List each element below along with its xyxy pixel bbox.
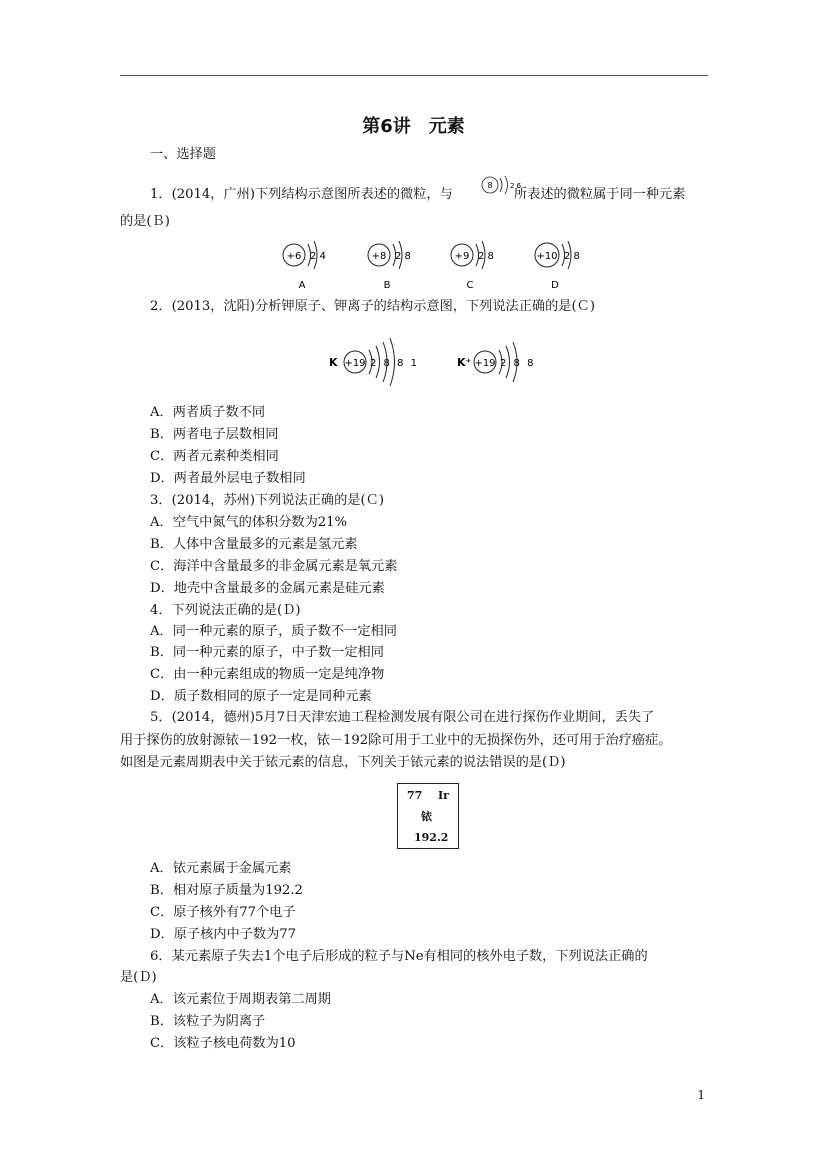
q4-option-c: C．由一种元素组成的物质一定是纯净物 <box>150 667 385 682</box>
q6-stem-line1: 6．某元素原子失去1个电子后形成的粒子与Ne有相同的核外电子数，下列说法正确的 <box>150 949 648 964</box>
q2-option-b: B．两者电子层数相同 <box>150 427 279 442</box>
page-title: 第6讲 元素 <box>362 116 465 137</box>
q1-stem-part2: 所表述的微粒属于同一种元素 <box>514 187 686 202</box>
page-number: 1 <box>697 1088 705 1102</box>
q1-diagram-c-shells: 2 8 <box>478 251 494 262</box>
q1-diagram-a-core: +6 <box>286 251 302 262</box>
q5-option-b: B．相对原子质量为192.2 <box>150 883 303 898</box>
q2-ion-diagram <box>457 342 535 382</box>
q4-stem: 4．下列说法正确的是(Ｄ) <box>150 603 301 618</box>
q4-option-b: B．同一种元素的原子，中子数一定相同 <box>150 645 384 660</box>
q1-diagram-a <box>283 241 326 291</box>
q1-diagram-b <box>368 241 411 291</box>
q1-ref-core: 8 <box>487 181 493 190</box>
q5-stem-line1: 5．(2014，德州)5月7日天津宏迪工程检测发展有限公司在进行探伤作业期间，丢失了 <box>150 710 655 725</box>
q1-diagram-c <box>451 241 494 291</box>
q2-stem: 2．(2013，沈阳)分析钾原子、钾离子的结构示意图，下列说法正确的是(Ｃ) <box>150 299 595 314</box>
q2-atom-core: +19 <box>344 358 366 369</box>
q1-ref-shells: 2 6 <box>510 182 522 190</box>
q2-option-c: C．两者元素种类相同 <box>150 449 279 464</box>
q2-option-d: D．两者最外层电子数相同 <box>150 471 306 486</box>
q4-option-a: A．同一种元素的原子，质子数不一定相同 <box>150 624 397 639</box>
q3-option-a: A．空气中氮气的体积分数为21% <box>150 515 348 530</box>
q2-atom-symbol: K <box>329 356 338 369</box>
q1-diagram-b-core: +8 <box>371 251 387 262</box>
q1-diagram-c-label: C <box>466 280 474 291</box>
q5-option-c: C．原子核外有77个电子 <box>150 905 296 920</box>
q5-stem-line3: 如图是元素周期表中关于铱元素的信息，下列关于铱元素的说法错误的是(Ｄ) <box>120 755 566 770</box>
q4-option-d: D．质子数相同的原子一定是同种元素 <box>150 689 372 704</box>
element-symbol: Ir <box>438 789 449 802</box>
q1-diagram-a-shells: 2 4 <box>310 251 326 262</box>
q2-diagrams <box>325 336 535 392</box>
element-card <box>397 783 459 849</box>
q1-diagram-d <box>535 241 580 291</box>
element-number: 77 <box>407 789 423 802</box>
q1-diagram-b-shells: 2 8 <box>395 251 411 262</box>
q2-ion-symbol: K⁺ <box>457 356 472 369</box>
q5-option-d: D．原子核内中子数为77 <box>150 927 297 942</box>
q6-option-c: C．该粒子核电荷数为10 <box>150 1036 296 1051</box>
element-mass: 192.2 <box>414 831 449 844</box>
q1-diagram-c-core: +9 <box>454 251 470 262</box>
q6-option-b: B．该粒子为阴离子 <box>150 1014 266 1029</box>
q1-stem-line2: 的是(Ｂ) <box>120 214 170 229</box>
q5-option-a: A．铱元素属于金属元素 <box>150 861 292 876</box>
q2-ion-core: +19 <box>474 358 496 369</box>
q5-stem-line2: 用于探伤的放射源铱－192一枚，铱－192除可用于工业中的无损探伤外，还可用于治疗癌症。 <box>120 733 672 748</box>
q3-option-b: B．人体中含量最多的元素是氢元素 <box>150 537 358 552</box>
q6-option-a: A．该元素位于周期表第二周期 <box>150 992 331 1007</box>
q2-atom-diagram <box>329 338 419 386</box>
q2-atom-shells: 2 8 8 1 <box>370 358 419 369</box>
section-heading: 一、选择题 <box>150 147 216 162</box>
q1-diagram-a-label: A <box>298 280 306 291</box>
q3-option-d: D．地壳中含量最多的金属元素是硅元素 <box>150 581 385 596</box>
q2-option-a: A．两者质子数不同 <box>150 405 266 420</box>
q1-diagram-b-label: B <box>383 280 391 291</box>
q1-diagram-d-core: +10 <box>536 251 558 262</box>
q1-diagram-d-label: D <box>551 280 559 291</box>
header-rule <box>120 75 708 76</box>
q1-stem-part1: 1．(2014，广州)下列结构示意图所表述的微粒，与 <box>150 187 453 202</box>
q1-diagram-d-shells: 2 8 <box>564 251 580 262</box>
q1-option-diagrams <box>270 236 590 292</box>
element-name: 铱 <box>421 810 432 823</box>
q3-option-c: C．海洋中含量最多的非金属元素是氧元素 <box>150 559 398 574</box>
q2-ion-shells: 2 8 8 <box>500 358 536 369</box>
q3-stem: 3．(2014，苏州)下列说法正确的是(Ｃ) <box>150 493 384 508</box>
q6-stem-line2: 是(Ｄ) <box>120 970 157 985</box>
